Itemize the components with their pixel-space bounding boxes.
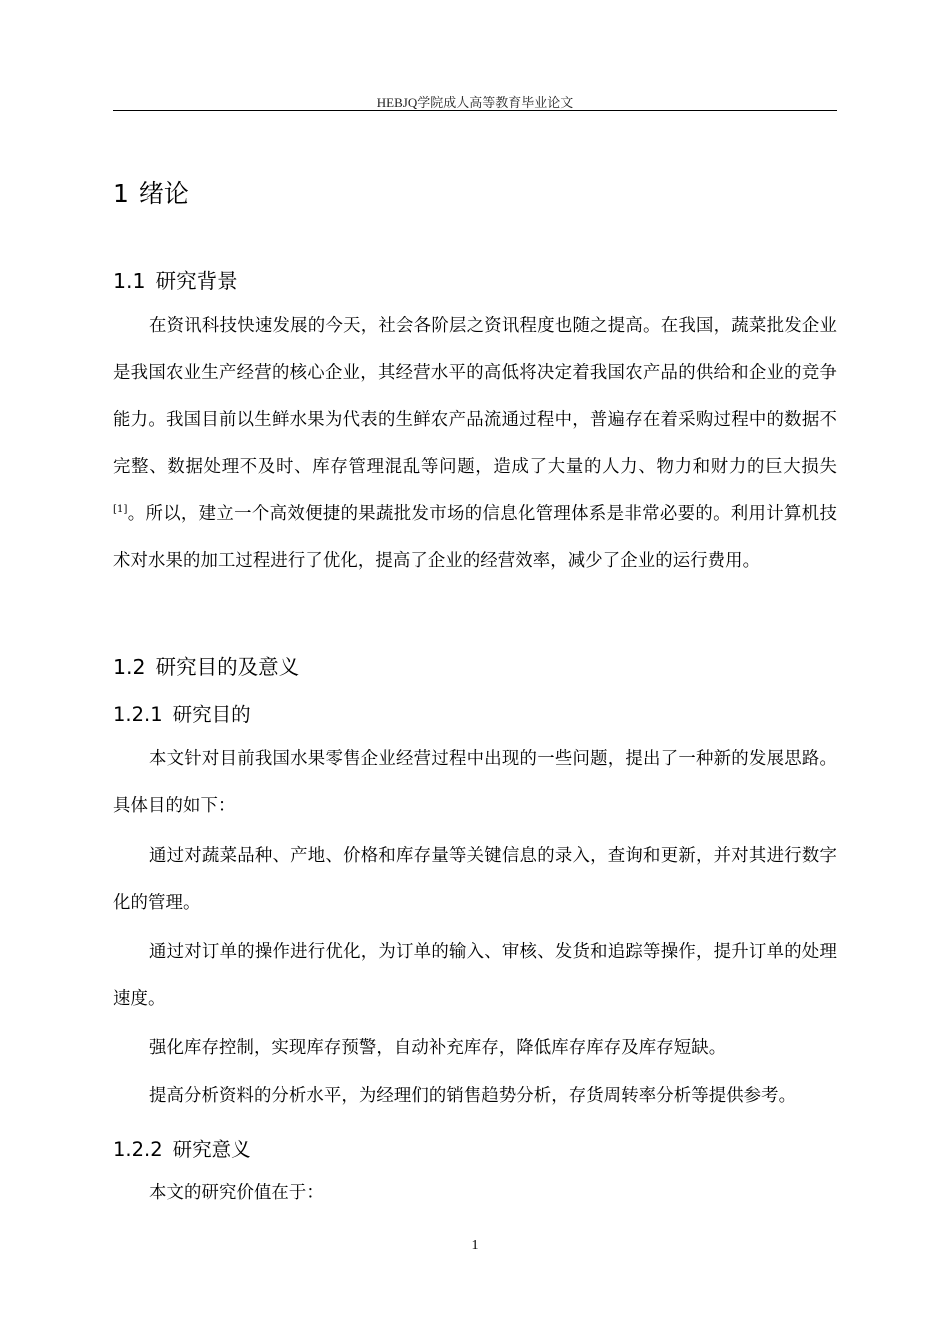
paragraph-background: [113, 303, 837, 585]
subsection-heading-1-2-1: [113, 699, 251, 727]
page-number: 1: [471, 1238, 479, 1253]
subsection-title: 研究目的: [172, 703, 251, 726]
paragraph-purpose-4: 提高分析资料的分析水平，为经理们的销售趋势分析，存货周转率分析等提供参考。: [149, 1086, 797, 1106]
paragraph-purpose-1: 通过对蔬菜品种、产地、价格和库存量等关键信息的录入，查询和更新，并对其进行数字化的管理。: [113, 846, 837, 913]
subsection-title: 研究意义: [172, 1138, 251, 1161]
chapter-title: 绪论: [138, 179, 189, 208]
chapter-number: 1: [113, 179, 129, 208]
section-title: 研究背景: [155, 269, 238, 293]
citation-marker[interactable]: [1]: [113, 504, 128, 516]
paragraph-text: 在资讯科技快速发展的今天，社会各阶层之资讯程度也随之提高。在我国，蔬菜批发企业是我国农业生产经营的核心企业，其经营水平的高低将决定着我国农产品的供给和企业的竞争能力。我国目前以生鲜水果为代表的生鲜农产品流通过程中，普遍存在着采购过程中的数据不完整、数据处理不及时、库存管理混乱等问题，造成了大量的人力、物力和财力的巨大损失: [113, 316, 837, 477]
section-heading-1-1: [113, 264, 238, 294]
paragraph-purpose-3: 强化库存控制，实现库存预警，自动补充库存，降低库存库存及库存短缺。: [149, 1038, 727, 1058]
section-title: 研究目的及意义: [155, 655, 300, 679]
section-number: 1.1: [113, 269, 146, 293]
header-rule: [113, 110, 837, 111]
subsection-heading-1-2-2: [113, 1134, 251, 1162]
paragraph-text-continued: 。所以，建立一个高效便捷的果蔬批发市场的信息化管理体系是非常必要的。利用计算机技术对水果的加工过程进行了优化，提高了企业的经营效率，减少了企业的运行费用。: [113, 504, 837, 571]
paragraph-significance-intro: 本文的研究价值在于：: [149, 1183, 324, 1203]
section-number: 1.2: [113, 655, 146, 679]
paragraph-purpose-2: 通过对订单的操作进行优化，为订单的输入、审核、发货和追踪等操作，提升订单的处理速度。: [113, 942, 837, 1009]
chapter-heading: [113, 174, 189, 210]
section-heading-1-2: [113, 650, 299, 680]
page-header: HEBJQ学院成人高等教育毕业论文: [376, 95, 574, 110]
paragraph-purpose-intro: 本文针对目前我国水果零售企业经营过程中出现的一些问题，提出了一种新的发展思路。具体目的如下：: [113, 749, 837, 816]
subsection-number: 1.2.1: [113, 703, 163, 726]
subsection-number: 1.2.2: [113, 1138, 163, 1161]
